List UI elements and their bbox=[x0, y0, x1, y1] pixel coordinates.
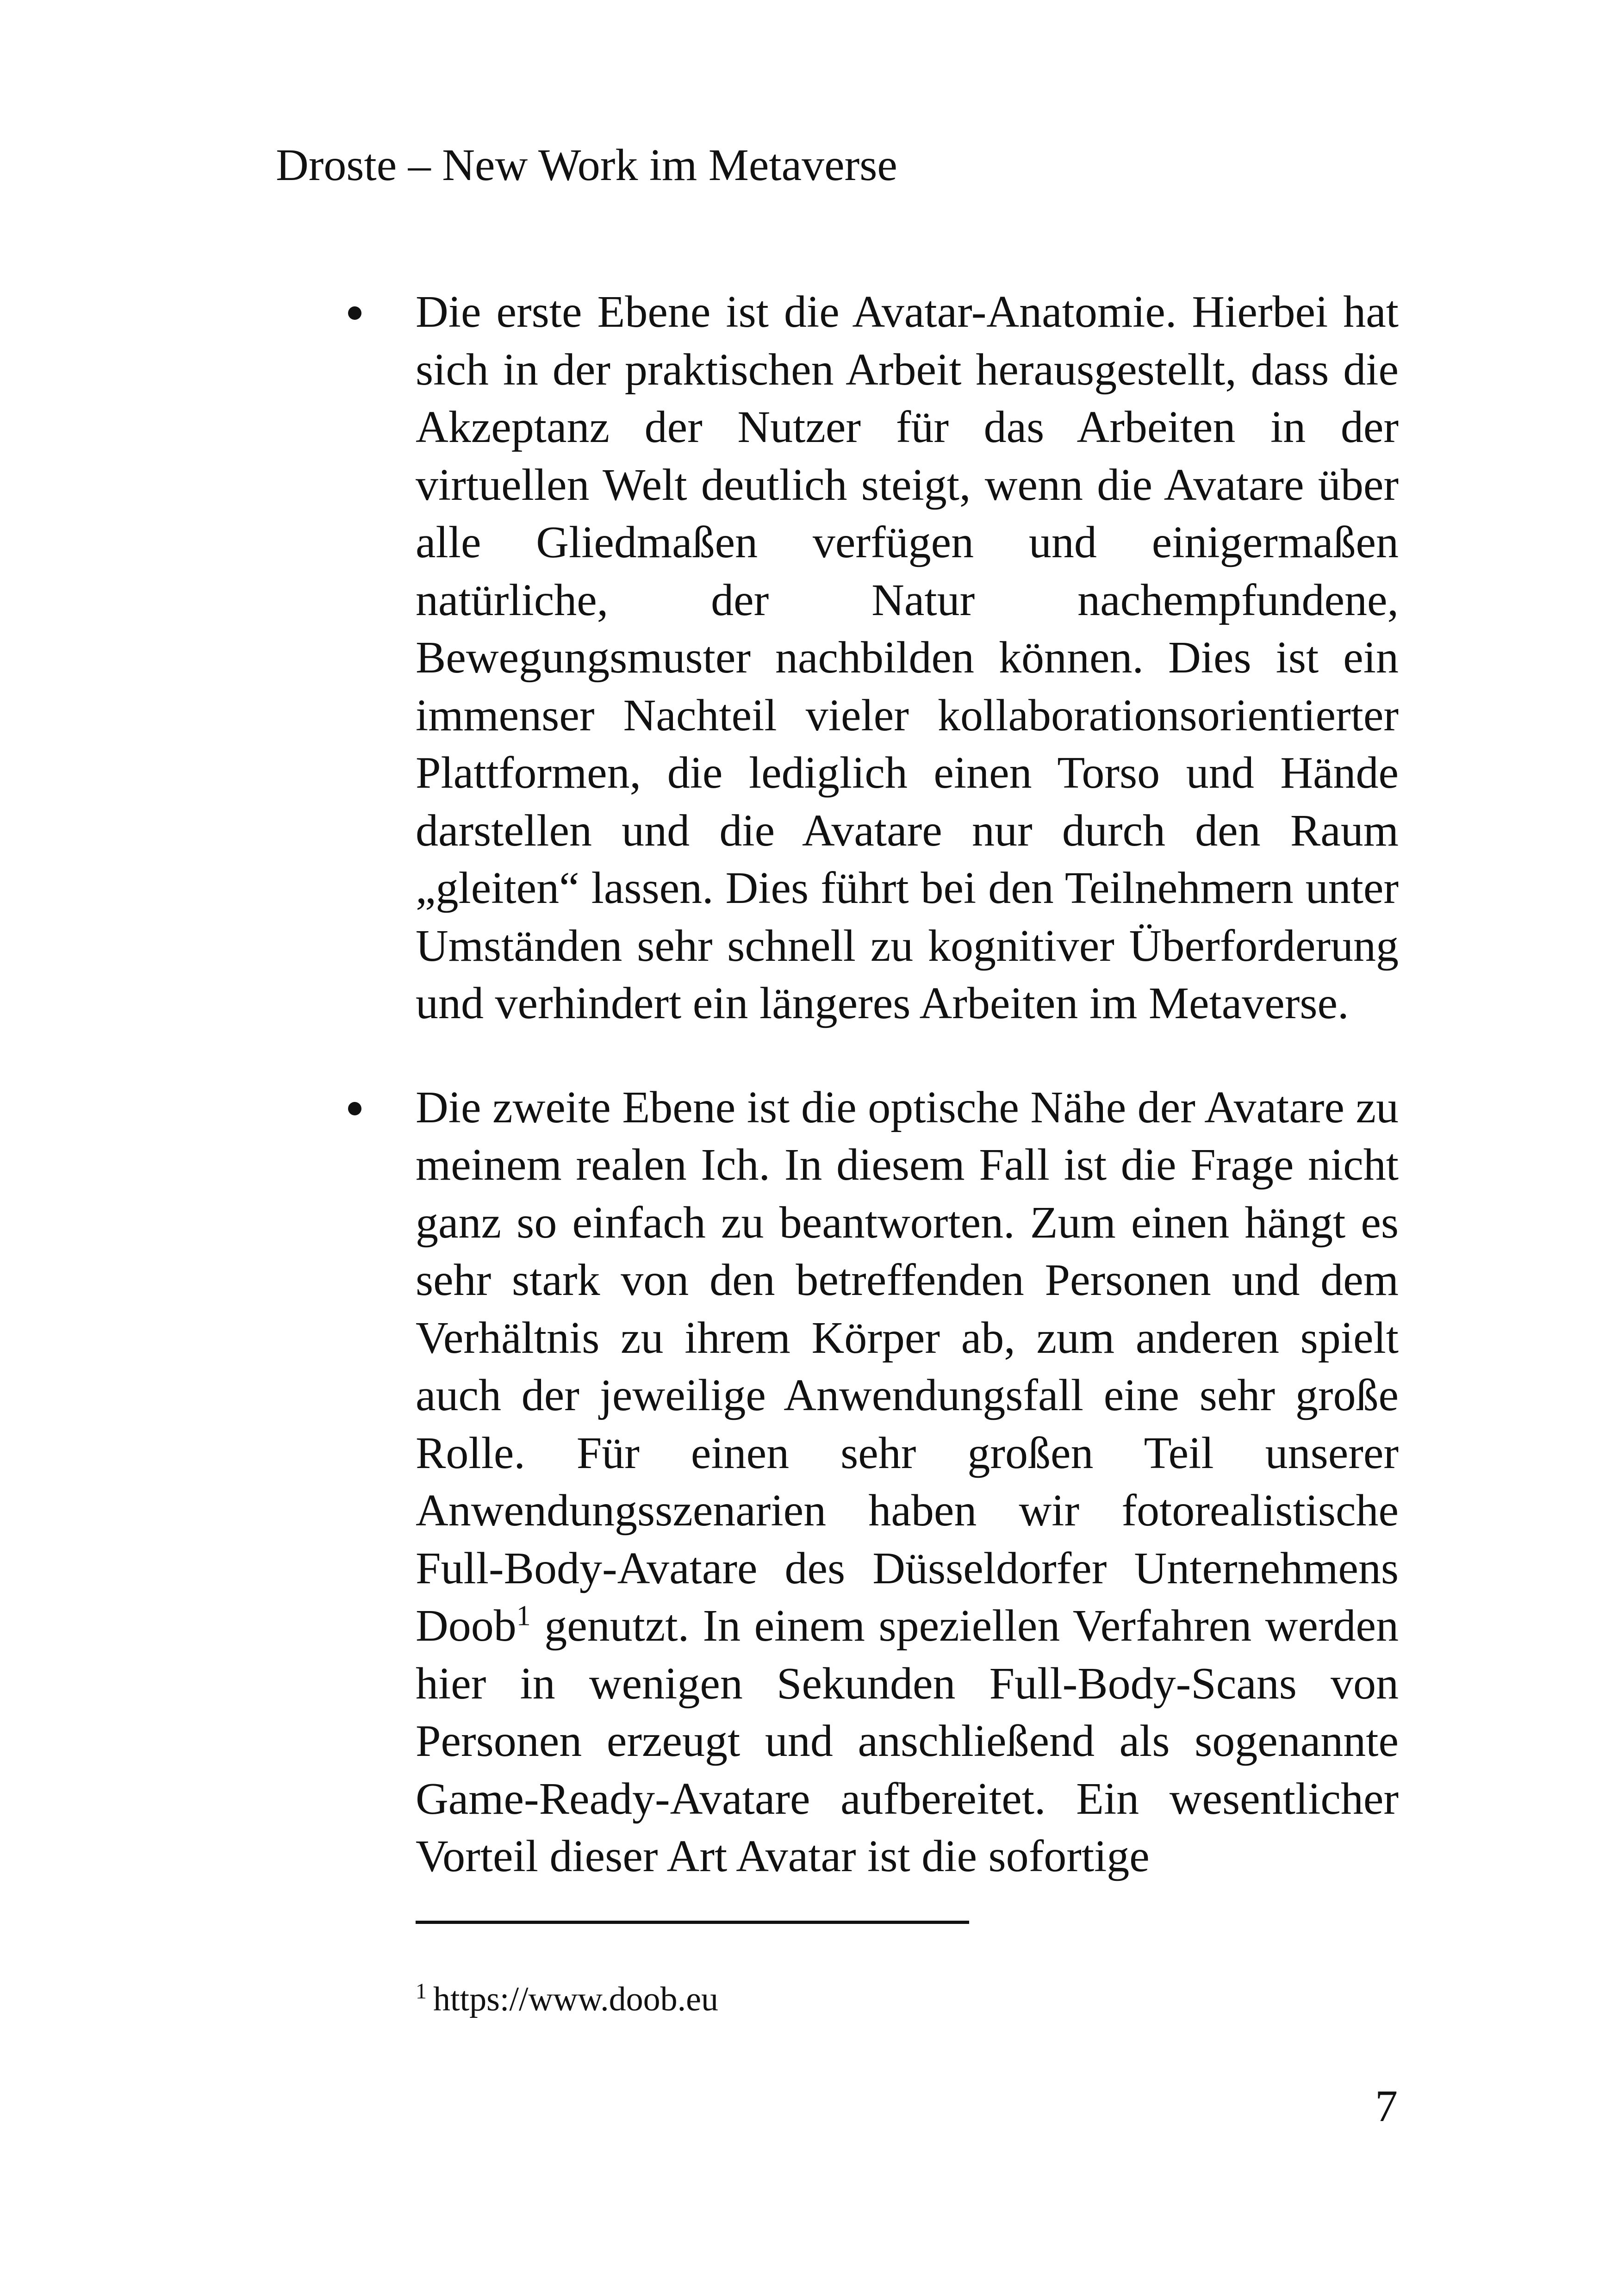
list-item bbox=[339, 1079, 1399, 1885]
page-number: 7 bbox=[1375, 2081, 1398, 2131]
bullet-text-part: genutzt. In einem speziellen Verfahren werden hier in wenigen Sekunden Full-Body-Scans von Personen erzeugt und anschließend als sogenannte Game-Ready-Avatare aufbereitet. Ein wesentlicher Vorteil dieser Art Avatar ist die sofortige bbox=[416, 1601, 1399, 1881]
footnote-number: 1 bbox=[416, 1979, 427, 2004]
footnote-link[interactable]: https://www.doob.eu bbox=[433, 1980, 718, 2018]
bullet-list bbox=[339, 283, 1399, 1885]
bullet-text bbox=[416, 1079, 1399, 1885]
bullet-point-icon bbox=[348, 1102, 361, 1115]
footnote bbox=[416, 1976, 718, 2022]
bullet-text: Die erste Ebene ist die Avatar-Anatomie. Hierbei hat sich in der praktischen Arbeit herausgestellt, dass die Akzeptanz der Nutzer für das Arbeiten in der virtuellen Welt deutlich steigt, wenn die Avatare über alle Gliedmaßen verfügen und einigermaßen natürliche, der Natur nachempfundene, Bewegungsmuster nachbilden können. Dies ist ein immenser Nachteil vieler kollaborationsorientierter Plattformen, die lediglich einen Torso und Hände darstellen und die Avatare nur durch den Raum „gleiten“ lassen. Dies führt bei den Teilnehmern unter Umständen sehr schnell zu kognitiver Überforderung und verhindert ein längeres Arbeiten im Metaverse. bbox=[416, 287, 1399, 1028]
bullet-text-part: Die zweite Ebene ist die optische Nähe der Avatare zu meinem realen Ich. In diesem Fall ist die Frage nicht ganz so einfach zu beantworten. Zum einen hängt es sehr stark von den betreffenden Personen und dem Verhältnis zu ihrem Körper ab, zum anderen spielt auch der jeweilige Anwendungsfall eine sehr große Rolle. Für einen sehr großen Teil unserer Anwendungsszenarien haben wir fotorealistische Full-Body-Avatare des Düsseldorfer Unternehmens Doob bbox=[416, 1082, 1399, 1651]
list-item bbox=[339, 283, 1399, 1033]
bullet-point-icon bbox=[348, 306, 361, 320]
footnote-separator bbox=[416, 1921, 969, 1924]
footnote-reference[interactable]: 1 bbox=[516, 1600, 531, 1632]
running-header: Droste – New Work im Metaverse bbox=[276, 140, 897, 190]
